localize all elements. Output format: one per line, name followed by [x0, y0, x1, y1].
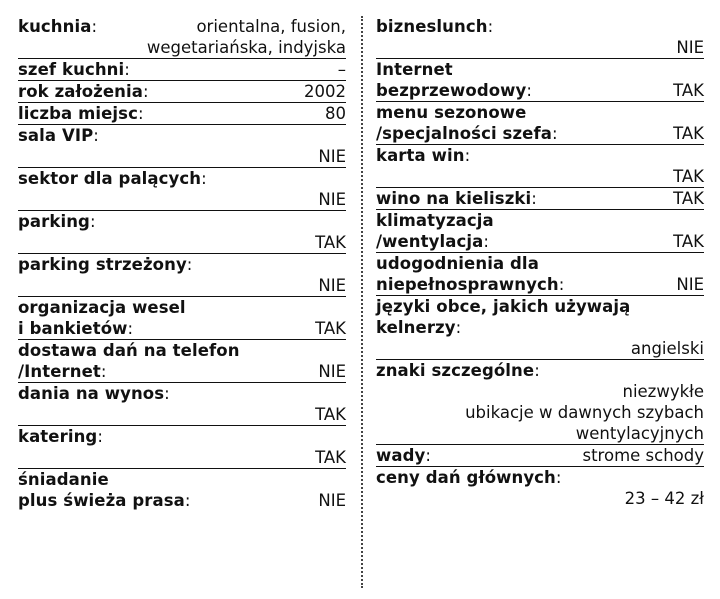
field-label-group — [18, 16, 97, 37]
row-line — [376, 488, 704, 509]
field-label-group — [376, 145, 470, 166]
row-line — [18, 318, 346, 339]
row-line — [18, 211, 346, 232]
field-label: sektor dla palących — [18, 169, 202, 188]
field-value: – — [337, 60, 346, 79]
field-label: i bankietów — [18, 319, 128, 338]
field-value: TAK — [315, 405, 346, 424]
field-label: ceny dań głównych — [376, 468, 556, 487]
label-colon: : — [124, 60, 130, 79]
right-column — [376, 16, 704, 509]
info-row — [376, 188, 704, 210]
label-colon: : — [552, 124, 558, 143]
info-row — [18, 469, 346, 511]
restaurant-info-card — [18, 16, 706, 586]
row-line — [18, 16, 346, 37]
field-label-group — [376, 360, 540, 381]
row-line — [18, 146, 346, 167]
field-label-group — [376, 16, 493, 37]
field-label: bizneslunch — [376, 17, 488, 36]
field-label: katering — [18, 427, 98, 446]
row-line — [18, 37, 346, 58]
row-line — [18, 340, 346, 361]
field-label: /wentylacja — [376, 232, 484, 251]
info-row — [18, 211, 346, 254]
row-line — [376, 80, 704, 101]
row-line — [376, 123, 704, 144]
label-colon: : — [93, 126, 99, 145]
field-label: menu sezonowe — [376, 103, 527, 122]
field-label: znaki szczególne — [376, 361, 535, 380]
info-row — [18, 297, 346, 340]
field-label: organizacja wesel — [18, 298, 186, 317]
info-row — [376, 360, 704, 445]
field-label-group — [376, 188, 537, 209]
field-label-group — [376, 274, 564, 295]
info-row — [18, 340, 346, 383]
field-value: TAK — [673, 189, 704, 208]
field-value: niezwykłe — [622, 382, 704, 401]
field-label: /specjalności szefa — [376, 124, 552, 143]
info-row — [376, 59, 704, 102]
row-line — [18, 168, 346, 189]
row-line — [18, 103, 346, 124]
field-label-group — [376, 123, 558, 144]
field-value: TAK — [315, 448, 346, 467]
field-value: NIE — [318, 190, 346, 209]
field-value: strome schody — [582, 446, 704, 465]
field-label: Internet — [376, 60, 453, 79]
info-row — [376, 445, 704, 467]
row-line — [18, 426, 346, 447]
row-line — [376, 59, 704, 80]
label-colon: : — [143, 82, 149, 101]
label-colon: : — [184, 491, 191, 510]
field-value: wegetariańska, indyjska — [146, 38, 346, 57]
info-row — [376, 253, 704, 296]
field-label-group — [18, 254, 192, 275]
row-line — [18, 275, 346, 296]
info-row — [18, 125, 346, 168]
label-colon: : — [127, 319, 134, 338]
row-line — [18, 254, 346, 275]
row-line — [18, 297, 346, 318]
field-label-group — [18, 426, 103, 447]
field-label: parking — [18, 212, 90, 231]
label-colon: : — [91, 17, 98, 36]
row-line — [376, 445, 704, 466]
field-label-group — [18, 59, 130, 80]
row-line — [18, 383, 346, 404]
field-label-group — [376, 317, 461, 338]
info-row — [18, 16, 346, 59]
field-label: szef kuchni — [18, 60, 125, 79]
field-value: ubikacje w dawnych szybach — [465, 403, 704, 422]
field-label: karta win — [376, 146, 465, 165]
field-label-group — [376, 231, 489, 252]
row-line — [376, 381, 704, 402]
field-label: dania na wynos — [18, 384, 165, 403]
field-label: wady — [376, 446, 426, 465]
field-label-group — [376, 80, 532, 101]
label-colon: : — [186, 255, 193, 274]
field-value: TAK — [673, 81, 704, 100]
field-value: NIE — [318, 362, 346, 381]
field-value: TAK — [673, 167, 704, 186]
field-value: NIE — [318, 491, 346, 510]
info-row — [376, 296, 704, 360]
left-column — [18, 16, 346, 511]
field-value: NIE — [318, 276, 346, 295]
field-value: orientalna, fusion, — [196, 17, 346, 36]
label-colon: : — [534, 361, 540, 380]
field-label: /Internet — [18, 362, 101, 381]
field-label: śniadanie — [18, 470, 109, 489]
row-line — [376, 188, 704, 209]
row-line — [376, 274, 704, 295]
field-label-group — [18, 211, 96, 232]
info-row — [18, 168, 346, 211]
row-line — [18, 59, 346, 80]
row-line — [376, 253, 704, 274]
info-row — [376, 210, 704, 253]
field-label-group — [18, 383, 170, 404]
row-line — [18, 404, 346, 425]
info-row — [376, 16, 704, 59]
field-value: TAK — [315, 319, 346, 338]
field-label: parking strzeżony — [18, 255, 187, 274]
field-label-group — [18, 490, 190, 511]
row-line — [18, 490, 346, 511]
label-colon: : — [483, 232, 489, 251]
label-colon: : — [455, 318, 462, 337]
row-line — [376, 423, 704, 444]
info-row — [376, 102, 704, 145]
row-line — [376, 166, 704, 187]
field-label: sala VIP — [18, 126, 94, 145]
field-value: 80 — [325, 104, 346, 123]
field-value: wentylacyjnych — [575, 424, 704, 443]
row-line — [376, 402, 704, 423]
row-line — [18, 189, 346, 210]
label-colon: : — [487, 17, 494, 36]
row-line — [18, 125, 346, 146]
row-line — [376, 102, 704, 123]
field-label: niepełnosprawnych — [376, 275, 559, 294]
field-label-group — [18, 81, 149, 102]
info-row — [376, 467, 704, 509]
row-line — [18, 232, 346, 253]
label-colon: : — [89, 212, 96, 231]
field-label-group — [376, 467, 561, 488]
field-value: NIE — [676, 275, 704, 294]
label-colon: : — [531, 189, 537, 208]
row-line — [376, 16, 704, 37]
field-label: bezprzewodowy — [376, 81, 527, 100]
label-colon: : — [558, 275, 565, 294]
row-line — [376, 231, 704, 252]
row-line — [18, 361, 346, 382]
field-label: kelnerzy — [376, 318, 456, 337]
info-row — [18, 426, 346, 469]
label-colon: : — [164, 384, 170, 403]
row-line — [376, 145, 704, 166]
field-value: 2002 — [304, 82, 346, 101]
field-value: 23 – 42 zł — [624, 489, 704, 508]
field-label: języki obce, jakich używają — [376, 297, 631, 316]
field-value: TAK — [315, 233, 346, 252]
field-label: rok założenia — [18, 82, 144, 101]
field-value: NIE — [318, 147, 346, 166]
row-line — [376, 296, 704, 317]
field-label: plus świeża prasa — [18, 491, 185, 510]
field-value: TAK — [673, 232, 704, 251]
field-label: kuchnia — [18, 17, 92, 36]
row-line — [18, 469, 346, 490]
row-line — [376, 317, 704, 338]
row-line — [376, 360, 704, 381]
row-line — [18, 447, 346, 468]
info-row — [376, 145, 704, 188]
row-line — [376, 467, 704, 488]
row-line — [18, 81, 346, 102]
field-label: liczba miejsc — [18, 104, 138, 123]
row-line — [376, 210, 704, 231]
field-label-group — [18, 168, 207, 189]
field-value: TAK — [673, 124, 704, 143]
field-value: angielski — [630, 339, 704, 358]
info-row — [18, 254, 346, 297]
field-value: NIE — [676, 38, 704, 57]
field-label: udogodnienia dla — [376, 254, 539, 273]
label-colon: : — [97, 427, 103, 446]
label-colon: : — [464, 146, 471, 165]
info-row — [18, 59, 346, 81]
info-row — [18, 81, 346, 103]
field-label: dostawa dań na telefon — [18, 341, 240, 360]
column-divider — [361, 16, 363, 588]
label-colon: : — [201, 169, 207, 188]
info-row — [18, 103, 346, 125]
field-label-group — [18, 318, 133, 339]
field-label: klimatyzacja — [376, 211, 494, 230]
field-label-group — [376, 445, 431, 466]
field-label-group — [18, 361, 106, 382]
label-colon: : — [425, 446, 431, 465]
field-label: wino na kieliszki — [376, 189, 532, 208]
label-colon: : — [526, 81, 532, 100]
label-colon: : — [137, 104, 144, 123]
field-label-group — [18, 125, 99, 146]
label-colon: : — [100, 362, 107, 381]
field-label-group — [18, 103, 144, 124]
row-line — [376, 37, 704, 58]
label-colon: : — [555, 468, 562, 487]
row-line — [376, 338, 704, 359]
info-row — [18, 383, 346, 426]
